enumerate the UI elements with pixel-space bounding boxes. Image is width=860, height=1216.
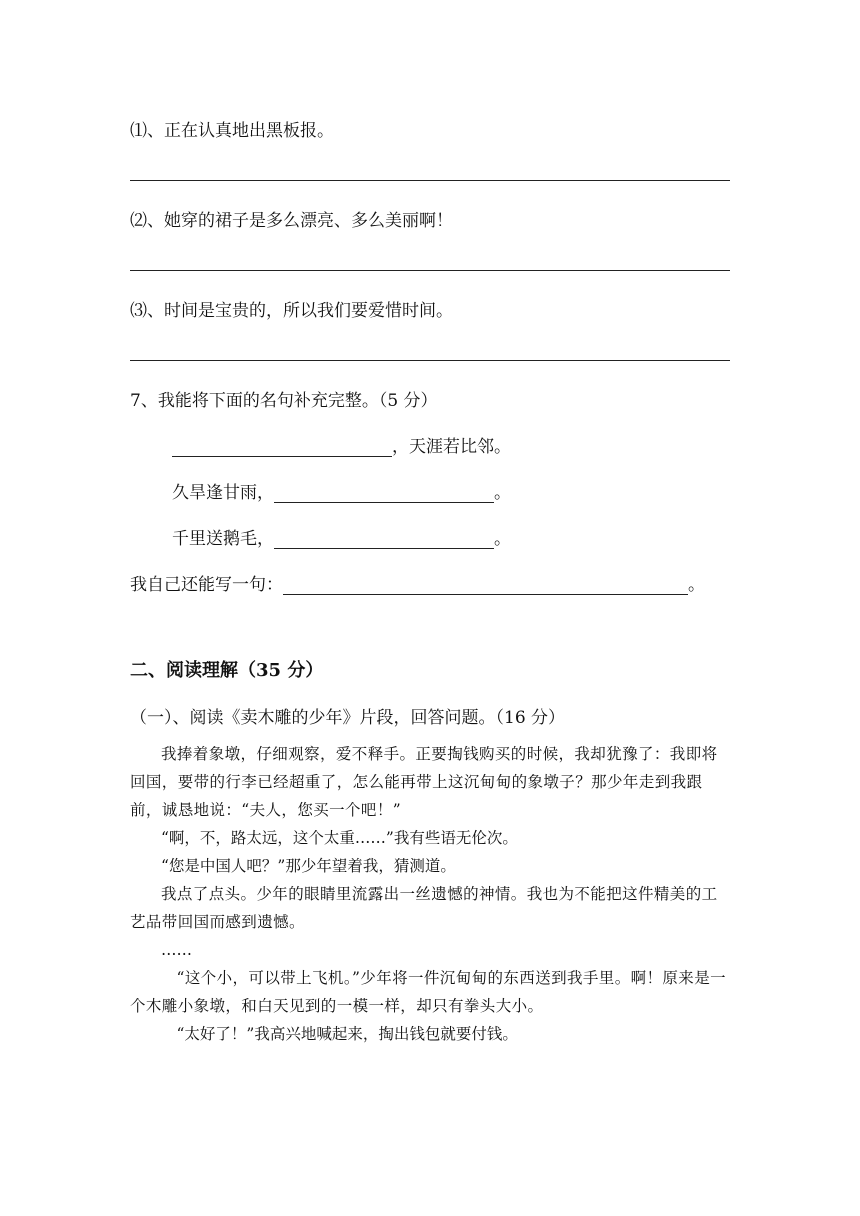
q7-line2-prefix: 久旱逢甘雨， — [172, 483, 274, 503]
q7-line3-suffix: 。 — [494, 529, 511, 549]
q7-line3-prefix: 千里送鹅毛， — [172, 529, 274, 549]
q7-blank-2[interactable] — [274, 482, 494, 503]
q7-line4-prefix: 我自己还能写一句： — [130, 575, 283, 595]
rewrite-item-3: ⑶、时间是宝贵的，所以我们要爱惜时间。 — [130, 301, 453, 321]
q7-line-1 — [172, 432, 511, 457]
passage-paragraph-1: 我捧着象墩，仔细观察，爱不释手。正要掏钱购买的时候，我却犹豫了：我即将回国，要带的行李已经超重了，怎么能再带上这沉甸甸的象墩子？那少年走到我跟前，诚恳地说：“夫人，您买一个吧！” — [130, 745, 718, 819]
q7-line-3 — [172, 524, 511, 549]
q7-blank-1[interactable] — [172, 436, 392, 457]
section-sub-heading: （一）、阅读《卖木雕的少年》片段，回答问题。（16 分） — [130, 708, 566, 728]
passage-paragraph-5: “这个小，可以带上飞机。”少年将一件沉甸甸的东西送到我手里。啊！原来是一个木雕小象墩，和白天见到的一模一样，却只有拳头大小。 — [130, 969, 727, 1015]
q7-line-4 — [130, 570, 705, 595]
q7-line-2 — [172, 478, 511, 503]
section-heading: 二、阅读理解（35 分） — [130, 660, 324, 681]
q7-line4-suffix: 。 — [688, 575, 705, 595]
passage-paragraph-4: 我点了点头。少年的眼睛里流露出一丝遗憾的神情。我也为不能把这件精美的工艺品带回国而感到遗憾。 — [130, 885, 718, 931]
rewrite-item-2: ⑵、她穿的裙子是多么漂亮、多么美丽啊！ — [130, 211, 453, 231]
answer-line-2[interactable] — [130, 270, 730, 271]
answer-line-1[interactable] — [130, 180, 730, 181]
passage-paragraph-3: “您是中国人吧？”那少年望着我，猜测道。 — [161, 857, 456, 875]
passage-ellipsis: …… — [161, 941, 192, 959]
q7-line2-suffix: 。 — [494, 483, 511, 503]
passage-paragraph-2: “啊，不，路太远，这个太重……”我有些语无伦次。 — [161, 829, 518, 847]
q7-title: 7、我能将下面的名句补充完整。（5 分） — [130, 391, 438, 411]
q7-blank-3[interactable] — [274, 528, 494, 549]
passage-paragraph-6: “太好了！”我高兴地喊起来，掏出钱包就要付钱。 — [176, 1025, 518, 1043]
q7-line1-suffix: ，天涯若比邻。 — [392, 437, 511, 457]
q7-blank-4[interactable] — [283, 574, 688, 595]
answer-line-3[interactable] — [130, 360, 730, 361]
passage — [130, 740, 730, 1048]
rewrite-item-1: ⑴、正在认真地出黑板报。 — [130, 121, 334, 141]
